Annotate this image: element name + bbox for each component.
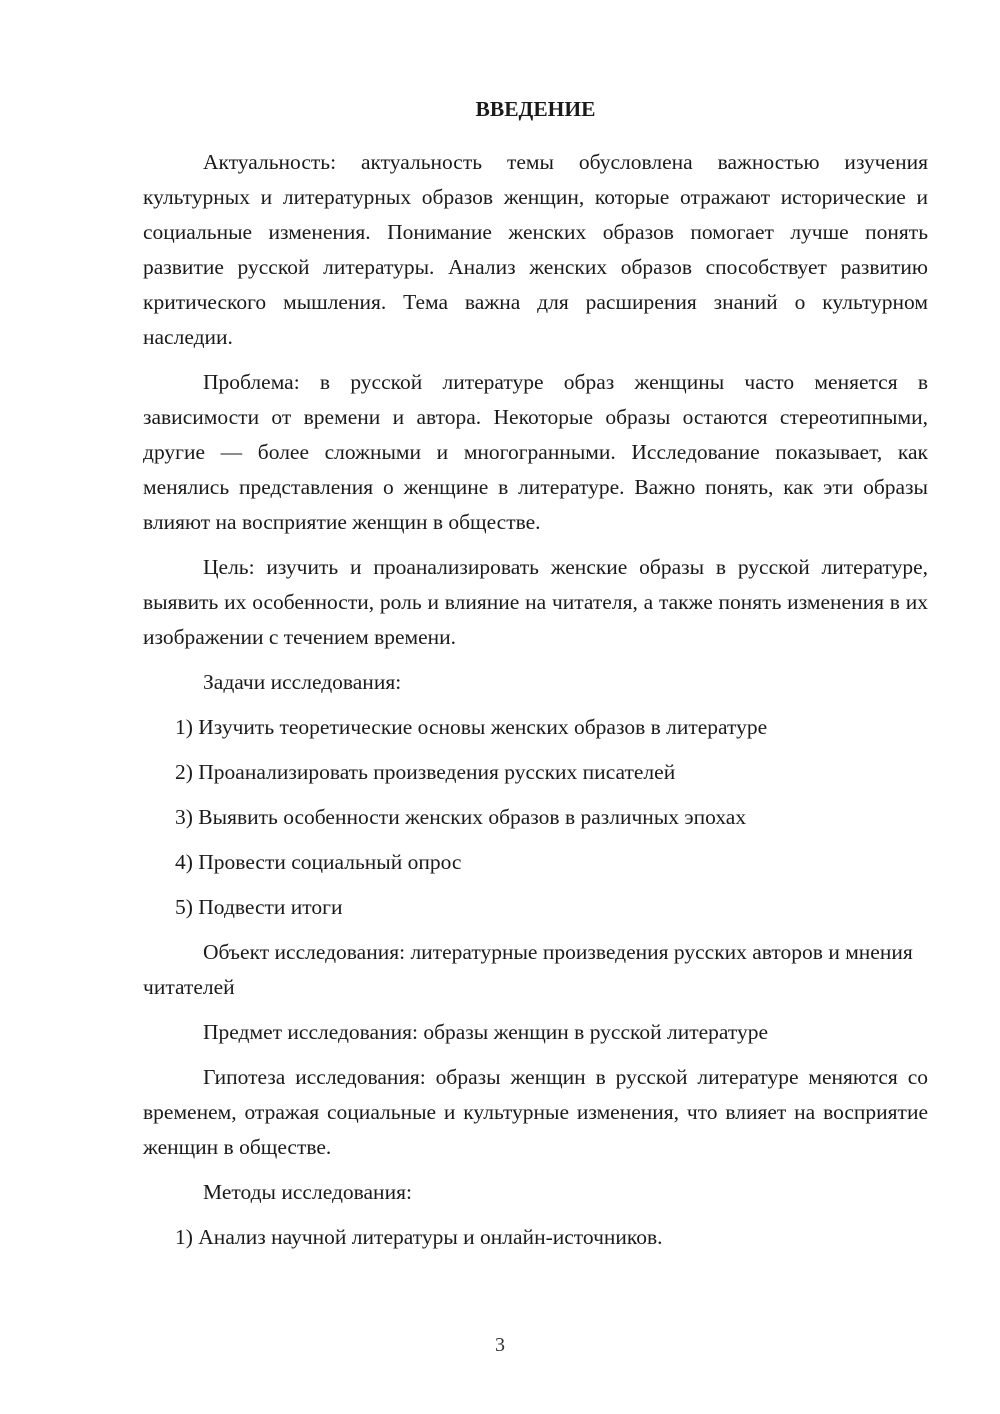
problem-paragraph: Проблема: в русской литературе образ женщины часто меняется в зависимости от времени и автора. Некоторые образы остаются стереотипными, другие — более сложными и многогранными. Исследование показывает, как менялись представления о женщине в литературе. Важно понять, как эти образы влияют на восприятие женщин в обществе. bbox=[143, 370, 928, 534]
task-item: 1) Изучить теоретические основы женских образов в литературе bbox=[175, 715, 768, 739]
relevance-paragraph: Актуальность: актуальность темы обусловлена важностью изучения культурных и литературных образов женщин, которые отражают исторические и социальные изменения. Понимание женских образов помогает лучше понять развитие русской литературы. Анализ женских образов способствует развитию критического мышления. Тема важна для расширения знаний о культурном наследии. bbox=[143, 150, 928, 349]
subject-paragraph: Предмет исследования: образы женщин в русской литературе bbox=[203, 1020, 769, 1044]
section-heading: ВВЕДЕНИЕ bbox=[475, 97, 596, 121]
goal-paragraph: Цель: изучить и проанализировать женские образы в русской литературе, выявить их особенности, роль и влияние на читателя, а также понять изменения в их изображении с течением времени. bbox=[143, 555, 928, 649]
task-item: 4) Провести социальный опрос bbox=[175, 850, 462, 874]
document-page bbox=[143, 92, 928, 1265]
methods-title: Методы исследования: bbox=[203, 1180, 412, 1204]
method-item: 1) Анализ научной литературы и онлайн-источников. bbox=[175, 1225, 663, 1249]
page-number: 3 bbox=[495, 1334, 505, 1356]
task-item: 3) Выявить особенности женских образов в различных эпохах bbox=[175, 805, 747, 829]
task-item: 2) Проанализировать произведения русских писателей bbox=[175, 760, 676, 784]
object-paragraph: Объект исследования: литературные произведения русских авторов и мнения читателей bbox=[143, 940, 913, 999]
hypothesis-paragraph: Гипотеза исследования: образы женщин в русской литературе меняются со временем, отражая социальные и культурные изменения, что влияет на восприятие женщин в обществе. bbox=[143, 1065, 928, 1159]
tasks-title: Задачи исследования: bbox=[203, 670, 402, 694]
task-item: 5) Подвести итоги bbox=[175, 895, 343, 919]
